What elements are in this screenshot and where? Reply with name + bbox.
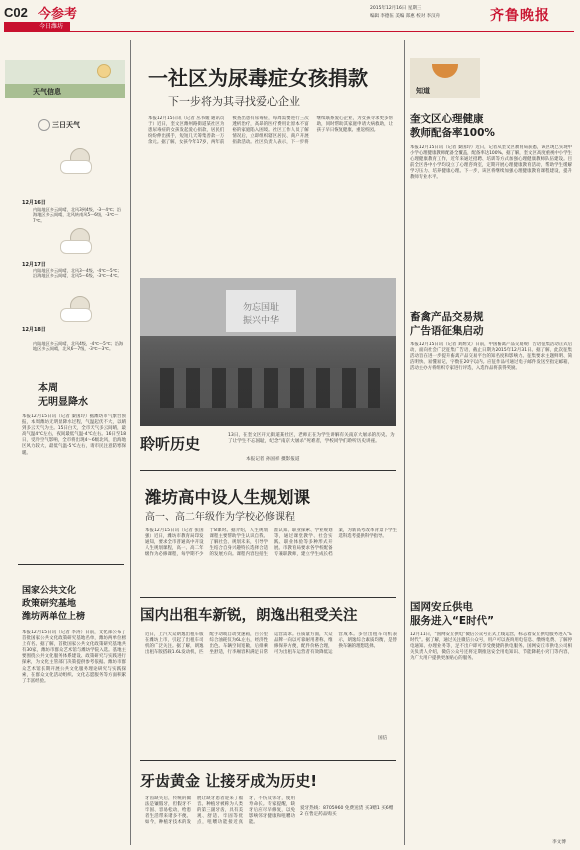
weather-day-3-text: 内陆地区多云间晴，北风4级，-4℃～5℃；沿海地区多云间晴，北风6～7级，-3℃～3℃。 — [33, 341, 124, 352]
bowl-icon — [432, 64, 458, 78]
story2-subheadline: 高一、高二年级作为学校必修课程 — [145, 512, 295, 523]
story4-hotline: 爱牙热线：8705960 免费送货 买3赠1 买6赠2 在售定药品购买 — [300, 806, 394, 818]
weather-story-body: 本报12月15日讯（记者 秦国玲）据潍坊市气象台预报，本周潍坊无明显降水过程，气温起伏不大，以晴到多云天气为主。15日白天，全市天气多云间晴，最高气温4℃左右，夜间最低气温-4℃左右。16日至18日，受冷空气影响，全市将出现4～6级北风，沿海地区风力较大，最低气温-5℃左右，请市民注意防寒保暖。 — [22, 414, 126, 456]
screen-line-1: 勿忘国耻 — [242, 303, 279, 313]
story1-headline: 一社区为尿毒症女孩捐款 — [148, 66, 368, 90]
weather-story-title: 本周 无明显降水 — [38, 383, 88, 408]
weather-day-2-date: 12月17日 — [22, 262, 46, 268]
masthead — [0, 0, 580, 34]
weather-day-1-icon — [60, 148, 100, 176]
weather-day-1-date: 12月16日 — [22, 200, 46, 206]
weather-day-3-date: 12月18日 — [22, 327, 46, 333]
students-row — [160, 368, 380, 408]
edition-tag-bar — [4, 22, 70, 31]
story2-divider — [140, 470, 396, 471]
weather-banner-grass — [5, 84, 125, 98]
section-title: 今参考 — [38, 7, 78, 22]
story4-headline: 牙齿黄金 让接牙成为历史! — [140, 772, 318, 790]
know-label: 知道 — [416, 87, 430, 95]
know-headline-1: 奎文区心理健康 教师配备率100% — [410, 113, 495, 139]
know-credit-3: 李文博 — [552, 840, 566, 845]
weather-title: 天气信息 — [33, 88, 61, 96]
classroom-photo — [140, 278, 396, 426]
know-body-2: 本报12月15日讯（记者 刘炳文）日前，中国畜禽产品交易规广告语征集活动正式启动，面向社会广泛征集广告语，截止日期为2015年12月31日。据了解，此次征集活动旨在进一步提升畜禽产品交易平台的知名度和影响力。征集要求主题鲜明、简洁明快、易懂易记，字数在20字以内。应征作品可通过电子邮件发送至指定邮箱，活动主办方将组织专家进行评选，入选作品将获得奖励。 — [410, 342, 572, 372]
story3-credit: 国信 — [378, 736, 388, 741]
know-headline-3: 国网安丘供电 服务进入“E时代” — [410, 601, 494, 627]
left-column-rule — [130, 40, 131, 845]
know-body-3: 12月11日，“国网安丘供电”微信公众号正式上线运营，标志着安丘供电服务进入“E时代”。据了解，通过关注微信公众号，用户可以查询用电信息、缴纳电费、了解停电通知、办理业务等，足不出户即可享受便捷的供电服务。国网安丘市供电公司相关负责人介绍，微信公众号还将定期推送安全用电知识、节能降耗小窍门等内容，为广大用户提供更加贴心的服务。 — [410, 632, 572, 662]
photo-headline: 聆听历史 — [140, 435, 201, 453]
culture-body: 本报12月15日讯（记者 李涛）日前，文化部公布了首批国家公共文化政策研究基地名单，潍坊两单位榜上有名。据了解，首批国家公共文化政策研究基地共有30家，潍坊市群众艺术馆与潍坊学院入选。基地主要围绕公共文化服务体系建设、政策研究与实践进行探索，为文化主管部门决策提供参考依据。潍坊市群众艺术馆长期开展公共文化服务理论研究与实践探索，在群众文化活动组织、文化志愿服务等方面积累了丰富经验。 — [22, 630, 126, 684]
story1-subheadline: 下一步将为其寻找爱心企业 — [168, 95, 300, 108]
left-divider — [18, 564, 124, 565]
screen-line-2: 振兴中华 — [242, 316, 279, 326]
know-banner — [410, 58, 480, 98]
story3-divider — [140, 597, 396, 598]
know-body-1: 本报12月15日讯（记者 秦国玲）近日，记者从奎文区教育局获悉，该区现已实现中小学心理健康教师配备全覆盖，配备率达100%。据了解，奎文区高度重视中小学生心理健康教育工作，近年来通过招聘、培训等方式加强心理健康教师队伍建设。目前全区各中小学均设立了心理咨询室，定期开展心理健康教育活动，帮助学生缓解学习压力、培养健康心理。下一步，该区将继续加强心理健康教育课程建设，提升教师专业水平。 — [410, 145, 572, 181]
cloud-icon — [60, 240, 92, 254]
weather-day-2-icon — [60, 228, 100, 256]
story4-divider — [140, 760, 396, 761]
weather-banner — [5, 60, 125, 98]
weather-day-1-text: 内陆地区多云间晴，北风3到4级，-3～4℃；沿海地区多云间晴，北风转南风5～6级，-3℃～7℃。 — [33, 207, 122, 223]
editor-line: 编辑 李德伍 美编 郑惠 校对 李汉舟 — [370, 14, 441, 19]
edition-tag: 今日潍坊 — [39, 23, 64, 30]
story2-body: 本报12月15日讯（记者 张国强）近日，潍坊市教育局印发通知，要求全市普通高中开设人生规划课程，高一、高二年级作为必修课程，每学期不少于8课时。据介绍，人生规划课程主要帮助学生认识自我、了解社会、规划未来，引导学生结合自身兴趣特长选择合适的发展方向。课程内容包括生涯认知、职业探索、学业规划等，通过课堂教学、社会实践、职业体验等多种形式开展。市教育局要求各学校配备专兼职教师，建立学生成长档案，为新高考改革背景下学生选科选考提供科学指导。 — [145, 528, 397, 558]
photo-caption: 13日，在奎文区开元街道某社区，老师正在为学生讲解有关南京大屠杀的历史。为了让学生不忘国耻，纪念“南京大屠杀”死难者，学校同学们聆听历史讲座。 — [228, 433, 395, 445]
newspaper-logo: 齐鲁晚报 — [490, 8, 550, 24]
page-code: C02 — [4, 5, 28, 20]
story2-headline: 潍坊高中设人生规划课 — [145, 488, 310, 507]
projection-screen — [226, 290, 296, 332]
story4-body: 牙齿缺失后，传统的做法是镶假牙，但假牙不牢固、容易松动，给患者生活带来诸多不便。如今，种植牙技术的发展让缺牙患者迎来了福音。种植牙被称为人类的第三副牙齿，具有美观、舒适、牢固等优点，咀嚼功能接近真牙，不伤及邻牙，使用寿命长。专家提醒，缺牙后应尽早修复，以免影响邻牙健康和咀嚼功能。 — [145, 796, 295, 826]
story3-headline: 国内出租车新锐，朗逸出租受关注 — [140, 608, 358, 624]
know-headline-2: 畜禽产品交易规 广告语征集启动 — [410, 311, 484, 337]
weather-day-2-text: 内陆地区多云间晴，北风3～4级，-4℃～5℃；沿海地区多云间晴，北风5～6级，-3℃～4℃。 — [33, 268, 122, 279]
weather-subtitle: 三日天气 — [52, 121, 80, 129]
subtitle-circle-icon — [38, 119, 50, 131]
cloud-icon — [60, 308, 92, 322]
right-column-rule — [404, 40, 405, 845]
photo-credit: 本报记者 孙国祥 摄影报道 — [246, 457, 300, 462]
cloud-icon — [60, 160, 92, 174]
culture-title: 国家公共文化 政策研究基地 潍坊两单位上榜 — [22, 586, 86, 622]
masthead-rule — [4, 31, 574, 32]
story1-body: 本报12月15日讯（记者 丛书媛 通讯员 于）近日，奎文区潍州路街道某社区为患尿毒症的女孩发起爱心捐款，居民们纷纷伸出援手，短短几天筹集善款一万余元。据了解，女孩今年17岁，两年前被查出患有尿毒症，每周需要进行三次透析治疗，高昂的医疗费用让原本不富裕的家庭陷入困境。社区工作人员了解情况后，立即组织辖区居民、商户开展捐款活动。社区负责人表示，下一步将继续联系爱心企业，为女孩寻求更多帮助，同时帮助其家庭申请大病救助，让孩子早日恢复健康、重返校园。 — [148, 116, 393, 146]
date-line: 2015年12月16日 星期三 — [370, 6, 422, 11]
sun-icon — [97, 64, 111, 78]
story3-body: 近日，上汽大众朗逸出租车版在潍坊上市，引起了出租车司机的广泛关注。据了解，朗逸出租车版搭载1.6L发动机，匹配手动或自动变速箱，百公里综合油耗仅为6L左右，经济性出色。车辆空间宽敞，后排乘坐舒适，行李厢容积满足日常运营需求。在质量方面，大众品牌一向以可靠耐用著称，维修保养方便，配件价格合理，可为出租车运营者有效降低运营成本。多位出租车司机表示，朗逸综合素质均衡，是替换车辆的理想选择。 — [145, 632, 397, 656]
weather-day-3-icon — [60, 296, 100, 324]
